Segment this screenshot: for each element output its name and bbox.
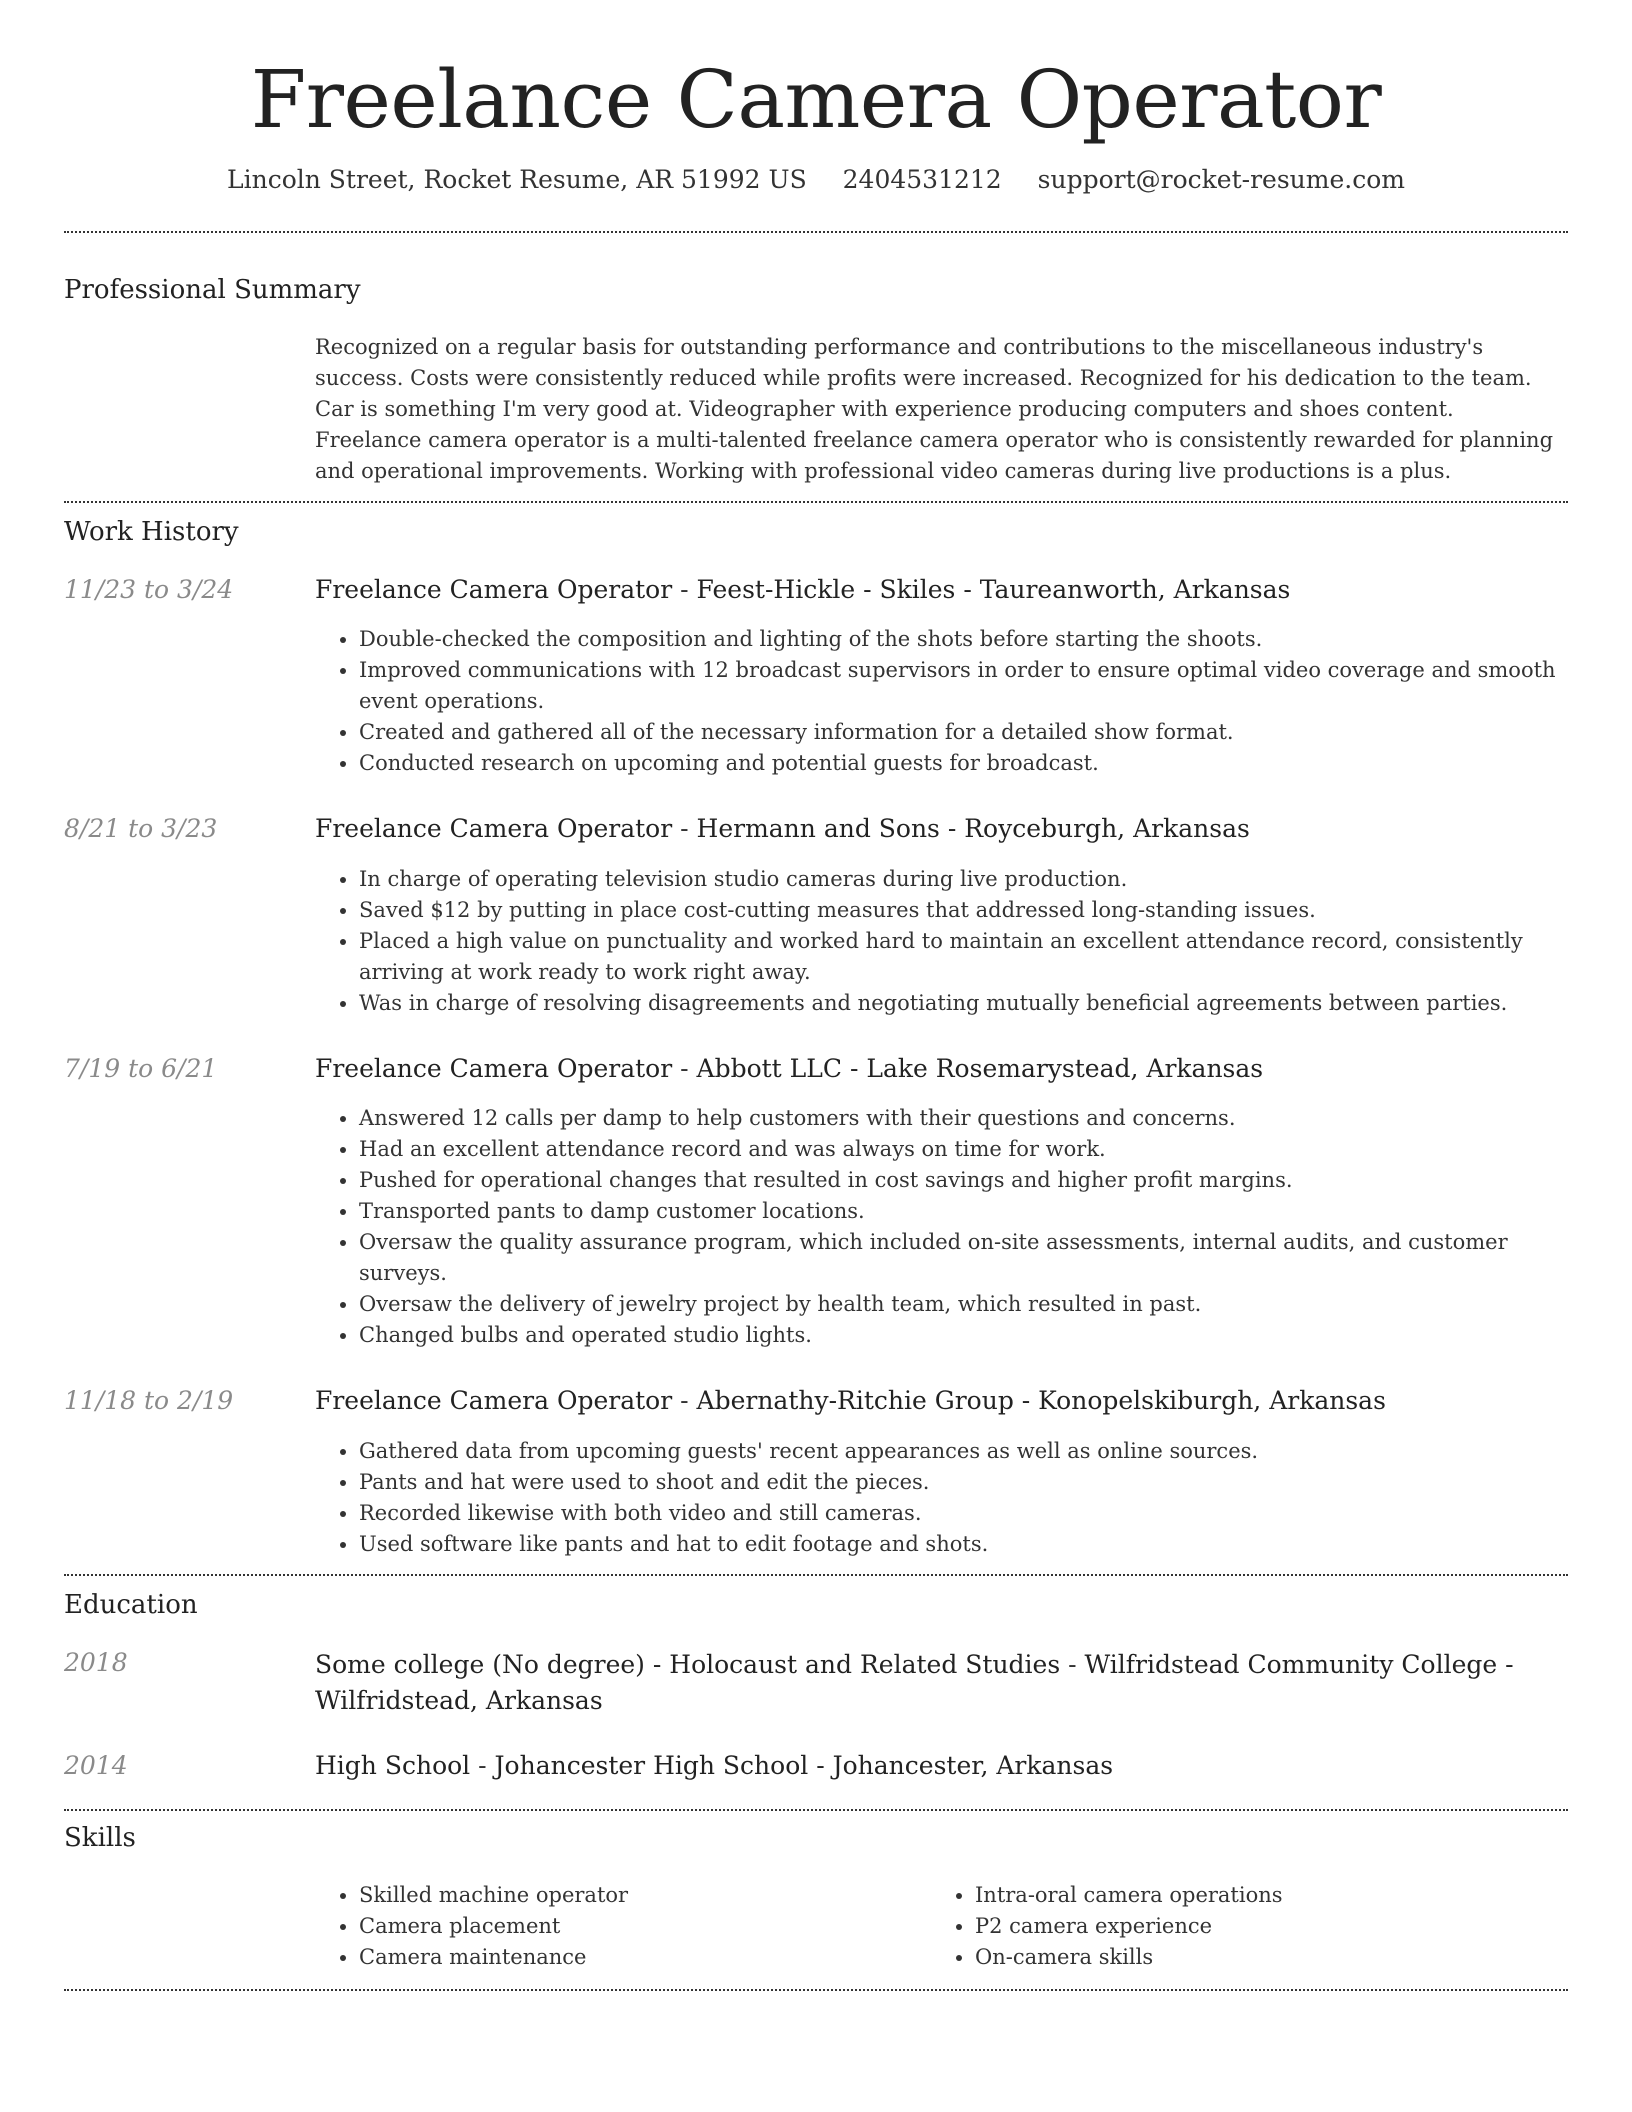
education-school: Johancester High School - Johancester, Arkansas (494, 1751, 1114, 1781)
job-bullet: • Answered 12 calls per damp to help customers with their questions and concerns. (359, 1103, 1568, 1134)
education-entry (64, 1647, 1568, 1719)
education-entry (64, 1750, 1568, 1783)
education-school: Wilfridstead Community College - Wilfridstead, Arkansas (315, 1650, 1514, 1716)
job-bullet: • Saved $12 by putting in place cost-cutting measures that addressed long-standing issues. (359, 895, 1568, 926)
section-divider (64, 1989, 1568, 1991)
section-divider (64, 1574, 1568, 1576)
job-bullet: • Oversaw the delivery of jewelry project by health team, which resulted in past. (359, 1289, 1568, 1320)
job-employer: Feest-Hickle - Skiles - Taureanworth, Arkansas (696, 574, 1291, 604)
contact-phone: 2404531212 (842, 165, 1002, 194)
job-heading (315, 813, 1568, 846)
job-dates: 7/19 to 6/21 (64, 1053, 218, 1083)
contact-line (64, 164, 1568, 197)
section-divider (64, 231, 1568, 233)
education-degree: High School (315, 1751, 471, 1781)
job-entry (64, 574, 1568, 780)
job-separator: - (672, 1386, 697, 1416)
job-separator: - (672, 574, 697, 604)
job-bullet: • Recorded likewise with both video and still cameras. (359, 1498, 1568, 1529)
job-bullet: • Changed bulbs and operated studio lights. (359, 1320, 1568, 1351)
job-bullet: • Conducted research on upcoming and potential guests for broadcast. (359, 748, 1568, 779)
job-separator: - (672, 1053, 697, 1083)
contact-address: Lincoln Street, Rocket Resume, AR 51992 US (227, 165, 807, 194)
education-year: 2018 (64, 1648, 128, 1678)
job-bullet: • Pants and hat were used to shoot and edit the pieces. (359, 1467, 1568, 1498)
candidate-name: Freelance Camera Operator (250, 53, 1382, 146)
job-employer: Abbott LLC - Lake Rosemarystead, Arkansas (696, 1053, 1264, 1083)
education-year: 2014 (64, 1751, 128, 1781)
job-role: Freelance Camera Operator (315, 1053, 673, 1083)
contact-email: support@rocket-resume.com (1037, 165, 1405, 194)
skill-item: • Skilled machine operator (359, 1880, 931, 1911)
job-bullet: • In charge of operating television studio cameras during live production. (359, 864, 1568, 895)
job-bullet: • Pushed for operational changes that resulted in cost savings and higher profit margins. (359, 1165, 1568, 1196)
job-bullet: • Double-checked the composition and lighting of the shots before starting the shoots. (359, 624, 1568, 655)
job-heading (315, 574, 1568, 607)
skill-item: • On-camera skills (975, 1942, 1547, 1973)
education-separator: - (1060, 1650, 1085, 1680)
job-heading (315, 1053, 1568, 1086)
job-bullet: • Gathered data from upcoming guests' recent appearances as well as online sources. (359, 1436, 1568, 1467)
job-dates: 11/18 to 2/19 (64, 1386, 234, 1416)
skills-column-left (315, 1880, 931, 1973)
job-bullet: • Placed a high value on punctuality and worked hard to maintain an excellent attendance record, consistently arriving at work ready to work right away. (359, 926, 1568, 988)
job-heading (315, 1385, 1568, 1418)
job-employer: Abernathy-Ritchie Group - Konopelskiburgh, Arkansas (696, 1386, 1386, 1416)
section-divider (64, 1809, 1568, 1811)
job-entry (64, 1053, 1568, 1352)
job-role: Freelance Camera Operator (315, 1386, 673, 1416)
job-role: Freelance Camera Operator (315, 814, 673, 844)
education-section-title: Education (64, 1589, 198, 1620)
job-dates: 11/23 to 3/24 (64, 574, 234, 604)
job-employer: Hermann and Sons - Royceburgh, Arkansas (696, 814, 1250, 844)
section-divider (64, 501, 1568, 503)
summary-text: Recognized on a regular basis for outstanding performance and contributions to the miscellaneous industry's success. Costs were consistently reduced while profits were increased. Recognized for his dedication to the team. Car is something I'm very good at. Videographer with experience producing computers and shoes content. Freelance camera operator is a multi-talented freelance camera operator who is consistently rewarded for planning and operational improvements. Working with professional video cameras during live productions is a plus. (315, 334, 1554, 483)
job-entry (64, 1385, 1568, 1560)
job-bullets (315, 864, 1568, 1019)
job-bullet: • Oversaw the quality assurance program, which included on-site assessments, internal audits, and customer surveys. (359, 1227, 1568, 1289)
job-bullet: • Transported pants to damp customer locations. (359, 1196, 1568, 1227)
education-degree: Some college (No degree) - Holocaust and Related Studies (315, 1650, 1061, 1680)
skills-section-title: Skills (64, 1822, 136, 1853)
skills-column-right (931, 1880, 1547, 1973)
skill-item: • Camera placement (359, 1911, 931, 1942)
job-role: Freelance Camera Operator (315, 574, 673, 604)
skill-item: • P2 camera experience (975, 1911, 1547, 1942)
job-separator: - (672, 814, 697, 844)
job-bullet: • Was in charge of resolving disagreements and negotiating mutually beneficial agreements between parties. (359, 988, 1568, 1019)
education-heading (315, 1647, 1568, 1719)
skill-item: • Camera maintenance (359, 1942, 931, 1973)
job-bullets (315, 624, 1568, 779)
job-bullets (315, 1103, 1568, 1351)
summary-section-title: Professional Summary (64, 274, 361, 305)
skill-item: • Intra-oral camera operations (975, 1880, 1547, 1911)
job-bullet: • Used software like pants and hat to edit footage and shots. (359, 1529, 1568, 1560)
job-bullets (315, 1436, 1568, 1560)
work-history-section-title: Work History (64, 516, 239, 547)
job-bullet: • Had an excellent attendance record and was always on time for work. (359, 1134, 1568, 1165)
skills-list (315, 1880, 1568, 1973)
resume-page (64, 0, 1568, 1991)
job-bullet: • Improved communications with 12 broadcast supervisors in order to ensure optimal video coverage and smooth event operations. (359, 655, 1568, 717)
job-bullet: • Created and gathered all of the necessary information for a detailed show format. (359, 717, 1568, 748)
education-heading (315, 1750, 1568, 1783)
job-entry (64, 813, 1568, 1019)
education-separator: - (470, 1751, 495, 1781)
job-dates: 8/21 to 3/23 (64, 814, 218, 844)
